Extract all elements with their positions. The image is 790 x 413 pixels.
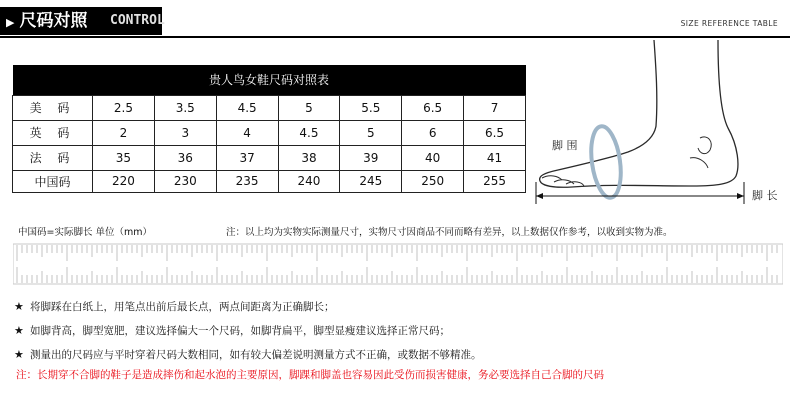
- foot-outline-icon: [532, 38, 782, 214]
- size-table: [12, 65, 526, 193]
- table-cell: 38: [278, 145, 340, 170]
- table-cell: 36: [154, 145, 216, 170]
- table-cell: 240: [278, 170, 340, 192]
- tip-item: [14, 324, 784, 348]
- table-cell: 6: [402, 120, 464, 145]
- table-cell: 2.5: [93, 95, 155, 120]
- table-cell: 230: [154, 170, 216, 192]
- row-label-cn: 中国码: [13, 170, 93, 192]
- tip-text: 如脚背高，脚型宽肥，建议选择偏大一个尺码，如脚背扁平，脚型显瘦建议选择正常尺码；: [30, 325, 450, 337]
- ruler-graphic: [13, 241, 783, 287]
- table-caption: 贵人鸟女鞋尺码对照表: [13, 65, 526, 95]
- row-label-uk: 英 码: [13, 120, 93, 145]
- table-cell: 7: [464, 95, 526, 120]
- section-title-text: 尺码对照: [19, 11, 88, 31]
- table-cell: 220: [93, 170, 155, 192]
- unit-note: 中国码=实际脚长 单位（mm）: [18, 227, 152, 238]
- measurement-tips: [14, 300, 784, 372]
- table-cell: 5.5: [340, 95, 402, 120]
- table-cell: 2: [93, 120, 155, 145]
- table-cell: 6.5: [464, 120, 526, 145]
- table-cell: 245: [340, 170, 402, 192]
- row-label-us: 美 码: [13, 95, 93, 120]
- foot-illustration: [532, 38, 782, 214]
- star-icon: ★: [14, 300, 24, 313]
- row-label-eu: 法 码: [13, 145, 93, 170]
- section-title-en: CONTROL: [106, 7, 162, 35]
- table-cell: 4: [216, 120, 278, 145]
- star-icon: ★: [14, 348, 24, 361]
- table-cell: 255: [464, 170, 526, 192]
- section-title: [0, 7, 106, 35]
- table-cell: 41: [464, 145, 526, 170]
- table-cell: 3: [154, 120, 216, 145]
- table-cell: 5: [278, 95, 340, 120]
- tip-text: 测量出的尺码应与平时穿着尺码大数相同，如有较大偏差说明测量方式不正确，或数据不够精准。: [30, 349, 482, 361]
- table-cell: 4.5: [216, 95, 278, 120]
- disclaimer-note: 注：以上均为实物实际测量尺寸，实物尺寸因商品不同而略有差异，以上数据仅作参考，以收到实物为准。: [226, 227, 673, 238]
- table-cell: 39: [340, 145, 402, 170]
- table-cell: 235: [216, 170, 278, 192]
- table-cell: 6.5: [402, 95, 464, 120]
- table-row: [13, 145, 526, 170]
- table-row: [13, 95, 526, 120]
- section-header: [0, 0, 790, 40]
- table-cell: 35: [93, 145, 155, 170]
- tip-item: [14, 300, 784, 324]
- table-cell: 37: [216, 145, 278, 170]
- warning-text: 注：长期穿不合脚的鞋子是造成摔伤和起水泡的主要原因，脚踝和脚盖也容易因此受伤而损害健康，务必要选择自己合脚的尺码: [16, 369, 604, 381]
- length-label: 脚 长: [752, 189, 778, 202]
- table-cell: 5: [340, 120, 402, 145]
- play-triangle-icon: ▶: [6, 16, 15, 29]
- table-cell: 3.5: [154, 95, 216, 120]
- star-icon: ★: [14, 324, 24, 337]
- table-row: [13, 120, 526, 145]
- tip-text: 将脚踩在白纸上，用笔点出前后最长点，两点间距离为正确脚长；: [30, 301, 335, 313]
- girth-label: 脚 围: [552, 139, 578, 152]
- table-cell: 4.5: [278, 120, 340, 145]
- table-row: [13, 170, 526, 192]
- table-cell: 40: [402, 145, 464, 170]
- table-cell: 250: [402, 170, 464, 192]
- size-reference-label: SIZE REFERENCE TABLE: [680, 19, 778, 28]
